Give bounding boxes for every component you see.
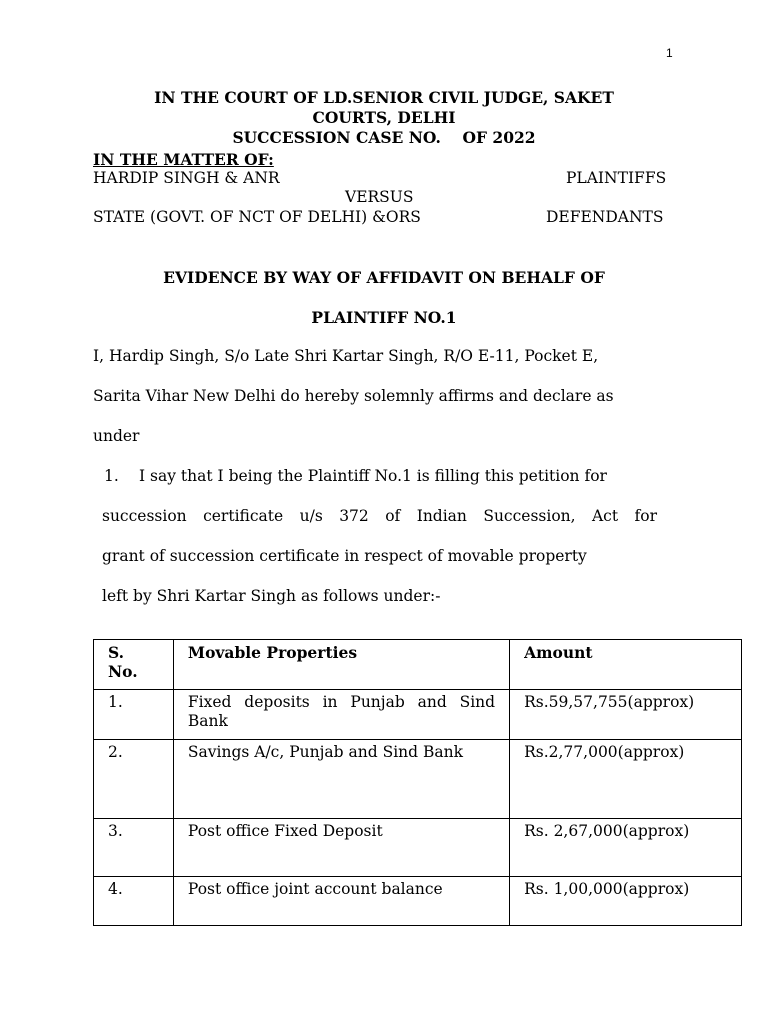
- row-property: Post office joint account balance: [173, 877, 509, 926]
- affidavit-title-line-2: PLAINTIFF NO.1: [311, 308, 457, 327]
- case-number: SUCCESSION CASE NO. OF 2022: [232, 128, 536, 147]
- row-amount: Rs. 1,00,000(approx): [510, 877, 742, 926]
- row-amount: Rs.2,77,000(approx): [510, 740, 742, 819]
- table-header-row: [94, 640, 742, 690]
- paragraph-line-3: grant of succession certificate in respect of movable property: [102, 547, 587, 565]
- row-sno: 1.: [94, 690, 174, 740]
- paragraph-line-4: left by Shri Kartar Singh as follows under:-: [102, 587, 441, 605]
- movable-properties-table: [93, 639, 742, 926]
- plaintiff-name: HARDIP SINGH & ANR: [93, 169, 280, 187]
- plaintiff-role: PLAINTIFFS: [566, 169, 667, 187]
- table-row: [94, 819, 742, 877]
- header-sno: S. No.: [94, 640, 174, 690]
- affidavit-title-line-1: EVIDENCE BY WAY OF AFFIDAVIT ON BEHALF OF: [163, 268, 605, 287]
- header-property: Movable Properties: [173, 640, 509, 690]
- paragraph-number: 1.: [104, 467, 119, 485]
- court-heading-line-1: IN THE COURT OF LD.SENIOR CIVIL JUDGE, SAKET: [154, 88, 614, 107]
- row-sno: 4.: [94, 877, 174, 926]
- paragraph-line-1: I say that I being the Plaintiff No.1 is filling this petition for: [139, 467, 607, 485]
- table-row: [94, 740, 742, 819]
- table-row: [94, 877, 742, 926]
- defendant-name: STATE (GOVT. OF NCT OF DELHI) &ORS: [93, 208, 421, 226]
- row-property: Post office Fixed Deposit: [173, 819, 509, 877]
- table-row: [94, 690, 742, 740]
- court-heading-line-2: COURTS, DELHI: [312, 108, 456, 127]
- header-amount: Amount: [510, 640, 742, 690]
- row-property: Fixed deposits in Punjab and Sind Bank: [173, 690, 509, 740]
- row-amount: Rs.59,57,755(approx): [510, 690, 742, 740]
- defendant-role: DEFENDANTS: [546, 208, 664, 226]
- paragraph-line-2: succession certificate u/s 372 of Indian Succession, Act for: [102, 507, 657, 525]
- row-property: Savings A/c, Punjab and Sind Bank: [173, 740, 509, 819]
- intro-line-2: Sarita Vihar New Delhi do hereby solemnly affirms and declare as: [93, 387, 614, 405]
- intro-line-1: I, Hardip Singh, S/o Late Shri Kartar Singh, R/O E-11, Pocket E,: [93, 347, 599, 365]
- row-amount: Rs. 2,67,000(approx): [510, 819, 742, 877]
- versus-label: VERSUS: [345, 188, 414, 206]
- row-sno: 2.: [94, 740, 174, 819]
- intro-line-3: under: [93, 427, 140, 445]
- row-sno: 3.: [94, 819, 174, 877]
- page-number: 1: [666, 46, 673, 60]
- matter-heading: IN THE MATTER OF:: [93, 150, 274, 169]
